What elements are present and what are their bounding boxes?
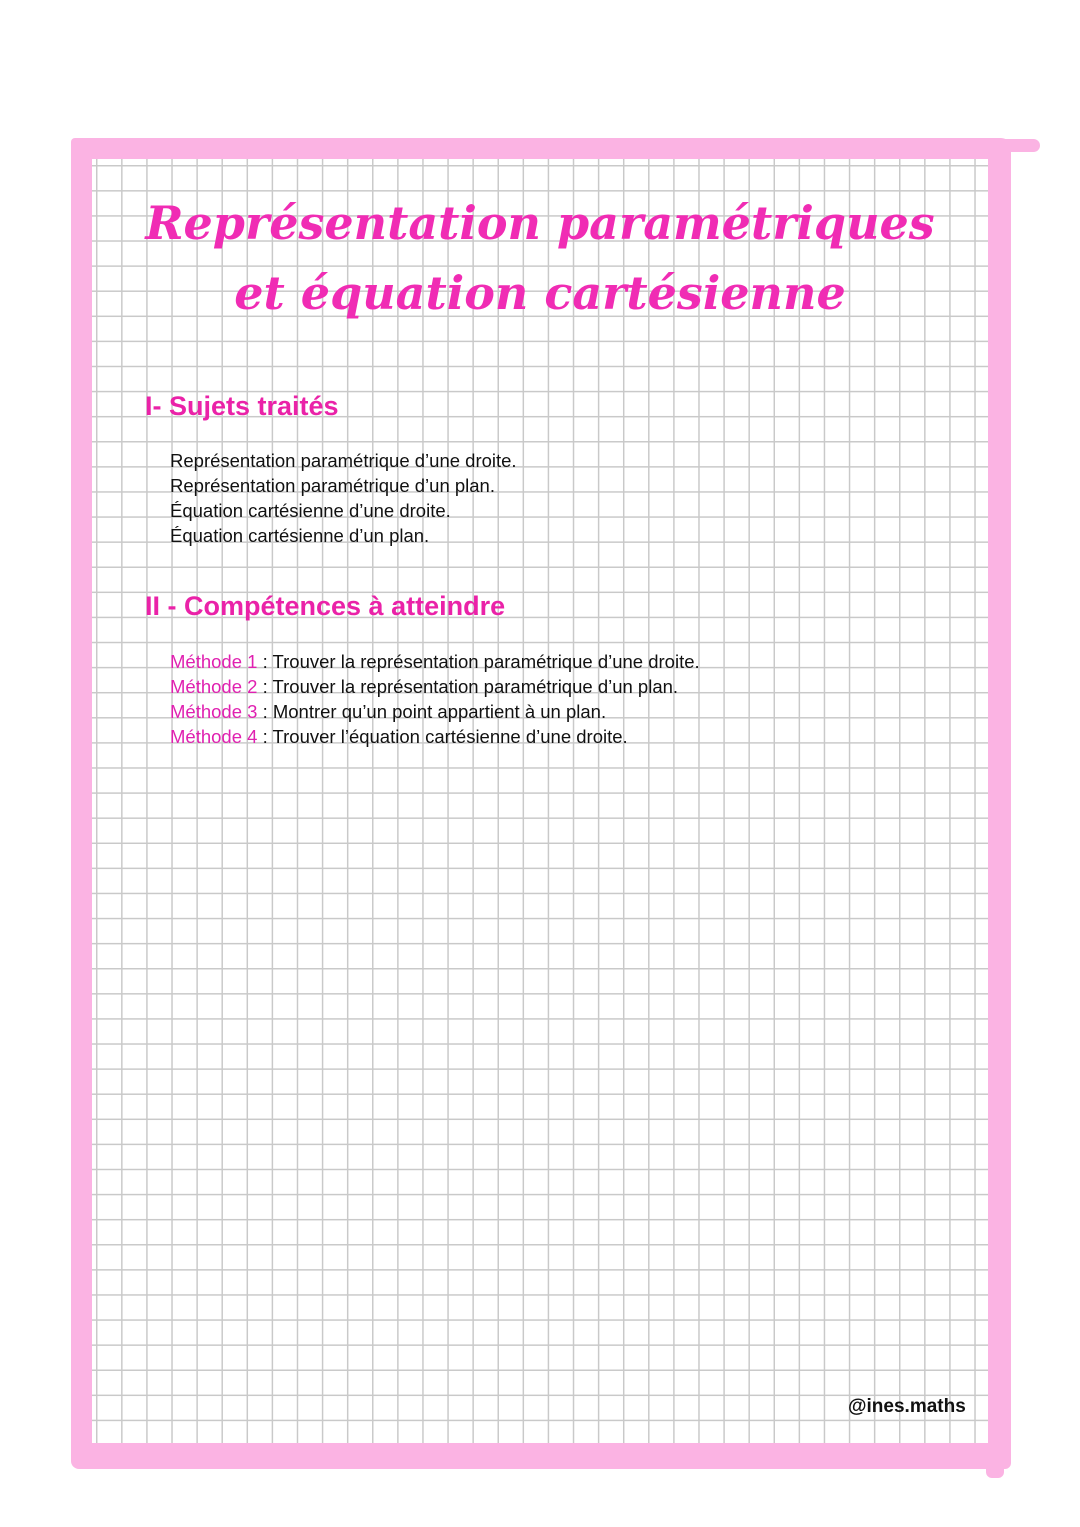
method-text: Trouver la représentation paramétrique d’un plan. xyxy=(272,676,679,697)
method-text: Trouver l’équation cartésienne d’une droite. xyxy=(272,726,628,747)
method-label: Méthode 2 xyxy=(170,676,258,697)
method-text: Montrer qu’un point appartient à un plan. xyxy=(272,701,607,722)
section-heading-competences: II - Compétences à atteindre xyxy=(145,591,506,621)
method-separator: : xyxy=(257,701,273,722)
method-item xyxy=(170,699,700,724)
section-heading-sujets: I- Sujets traités xyxy=(145,391,339,421)
method-label: Méthode 3 xyxy=(170,701,258,722)
method-item xyxy=(170,724,700,749)
topics-list xyxy=(170,448,517,548)
method-item xyxy=(170,674,700,699)
method-label: Méthode 4 xyxy=(170,726,258,747)
list-item: Équation cartésienne d’une droite. xyxy=(170,500,451,521)
method-label: Méthode 1 xyxy=(170,651,258,672)
list-item: Équation cartésienne d’un plan. xyxy=(170,525,430,546)
page-title xyxy=(92,188,988,328)
pink-frame-brush-stroke-bottom xyxy=(986,1440,1004,1478)
methods-list xyxy=(170,649,700,749)
method-text: Trouver la représentation paramétrique d’une droite. xyxy=(272,651,700,672)
page-title-line-1: Représentation paramétriques xyxy=(145,196,935,250)
list-item: Représentation paramétrique d’un plan. xyxy=(170,475,495,496)
author-signature: @ines.maths xyxy=(848,1396,966,1417)
method-separator: : xyxy=(257,676,273,697)
list-item: Représentation paramétrique d’une droite. xyxy=(170,450,517,471)
method-separator: : xyxy=(257,651,273,672)
grid-paper xyxy=(92,159,988,1443)
method-separator: : xyxy=(257,726,273,747)
pink-frame-brush-stroke-top xyxy=(990,139,1040,152)
page-title-line-2: et équation cartésienne xyxy=(234,266,846,320)
method-item xyxy=(170,649,700,674)
